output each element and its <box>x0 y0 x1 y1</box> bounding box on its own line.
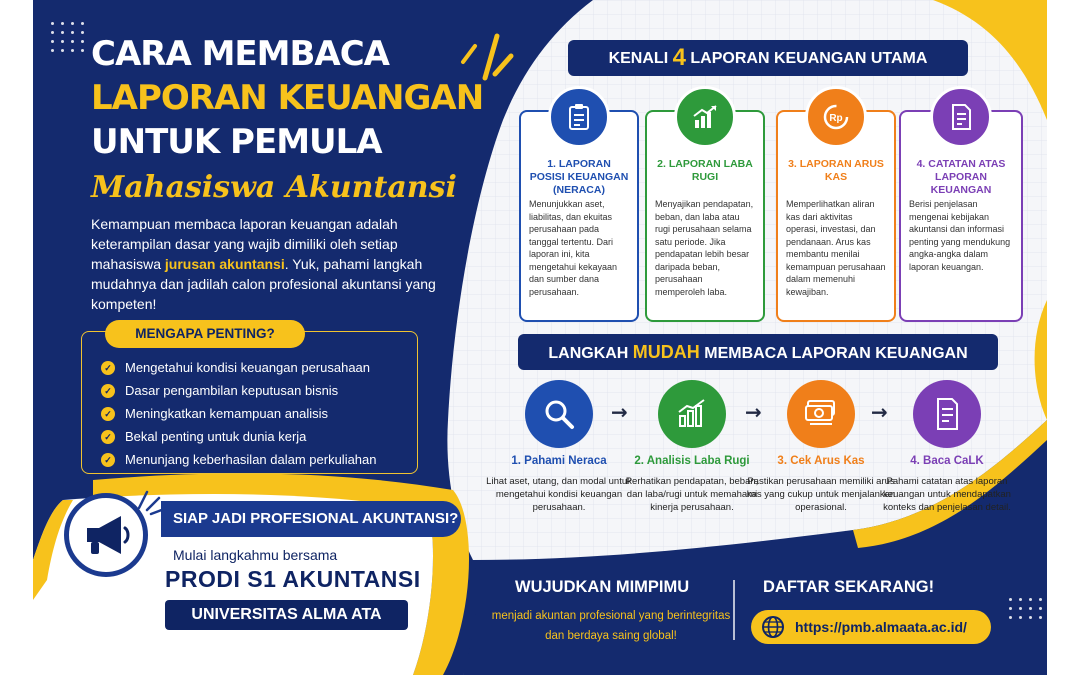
list-item-text: Menunjang keberhasilan dalam perkuliahan <box>125 452 377 467</box>
intro-text-1: Kemampuan membaca laporan keuangan adalah keterampilan dasar yang wajib dimiliki oleh setiap mahasiswa <box>91 216 398 272</box>
register-url[interactable]: https://pmb.almaata.ac.id/ <box>795 619 967 635</box>
megaphone-icon <box>64 493 148 577</box>
check-icon: ✓ <box>101 453 115 467</box>
title-line-2: LAPORAN KEUANGAN <box>91 78 484 118</box>
steps-title-post: MEMBACA LAPORAN KEUANGAN <box>699 345 968 362</box>
growth-chart-icon <box>674 86 736 148</box>
arrow-right-icon: → <box>611 400 628 424</box>
card-title: 3. LAPORAN ARUS KAS <box>788 158 884 183</box>
reports-title-post: LAPORAN KEUANGAN UTAMA <box>685 50 928 67</box>
infographic-canvas <box>33 0 1047 675</box>
card-title: 2. LAPORAN LABA RUGI <box>657 158 753 183</box>
list-item <box>101 425 401 448</box>
footer-title-left: WUJUDKAN MIMPIMU <box>515 578 690 596</box>
footer-divider <box>733 580 735 640</box>
bar-chart-icon <box>658 380 726 448</box>
step-body: Pahami catatan atas laporan keuangan untuk mendapatkan konteks dan penjelasan detail. <box>883 476 1011 513</box>
step-title: 1. Pahami Neraca <box>511 455 607 467</box>
card-body: Berisi penjelasan mengenai kebijakan akuntansi dan informasi penting yang mendukung angka-angka dalam laporan keuangan. <box>909 199 1011 272</box>
decorative-dots-bottom-right <box>1009 598 1043 619</box>
footer-subtext: menjadi akuntan profesional yang berintegritas dan berdaya saing global! <box>491 610 731 642</box>
reports-title-number: 4 <box>672 44 686 71</box>
why-important-title: MENGAPA PENTING? <box>105 320 305 348</box>
card-body: Memperlihatkan aliran kas dari aktivitas operasi, investasi, dan pendanaan. Arus kas membantu menilai kemampuan perusahaan dalam memenuhi kewajiban. <box>786 199 886 297</box>
step-title: 2. Analisis Laba Rugi <box>634 455 750 467</box>
card-title: 4. CATATAN ATAS LAPORAN KEUANGAN <box>916 158 1006 196</box>
reports-title-pre: KENALI <box>608 50 673 67</box>
list-item <box>101 402 401 425</box>
list-item <box>101 448 401 471</box>
steps-section-title <box>518 334 998 370</box>
step-body: Pastikan perusahaan memiliki arus kas yang cukup untuk menjalankan operasional. <box>746 476 896 513</box>
clipboard-icon <box>548 86 610 148</box>
intro-text-2: . Yuk, pahami langkah mudahnya dan jadilah calon profesional akuntansi yang kompeten! <box>91 256 436 312</box>
rupiah-cycle-icon <box>805 86 867 148</box>
title-line-1: CARA MEMBACA <box>91 34 389 74</box>
cta-subtext: Mulai langkahmu bersama <box>173 547 338 563</box>
list-item <box>101 356 401 379</box>
intro-highlight: jurusan akuntansi <box>164 256 285 272</box>
check-icon: ✓ <box>101 384 115 398</box>
step-body: Perhatikan pendapatan, beban, dan laba/rugi untuk memahami kinerja perusahaan. <box>625 476 759 513</box>
steps-title-pre: LANGKAH <box>548 345 633 362</box>
list-item-text: Bekal penting untuk dunia kerja <box>125 429 307 444</box>
document-icon <box>930 86 992 148</box>
svg-text:Rp: Rp <box>829 113 843 124</box>
why-important-list <box>101 356 401 471</box>
steps-title-highlight: MUDAH <box>632 342 700 362</box>
step-title: 4. Baca CaLK <box>910 455 984 467</box>
list-item-text: Dasar pengambilan keputusan bisnis <box>125 383 339 398</box>
card-body: Menunjukkan aset, liabilitas, dan ekuitas perusahaan pada tanggal tertentu. Dari laporan ini, kita mengetahui kekayaan dan sumber dana perusahaan. <box>529 199 618 297</box>
page-title <box>91 32 491 210</box>
cta-banner: SIAP JADI PROFESIONAL AKUNTANSI? <box>161 501 461 537</box>
arrow-right-icon: → <box>745 400 762 424</box>
arrow-right-icon: → <box>871 400 888 424</box>
globe-icon <box>761 615 785 639</box>
card-body: Menyajikan pendapatan, beban, dan laba atau rugi perusahaan selama satu periode. Jika pendapatan lebih besar daripada beban, perusahaan memperoleh laba. <box>655 199 754 297</box>
cta-university: UNIVERSITAS ALMA ATA <box>165 600 408 630</box>
list-item-text: Mengetahui kondisi keuangan perusahaan <box>125 360 371 375</box>
check-icon: ✓ <box>101 430 115 444</box>
check-icon: ✓ <box>101 361 115 375</box>
notes-icon <box>913 380 981 448</box>
register-link[interactable] <box>751 610 991 644</box>
magnifier-icon <box>525 380 593 448</box>
title-line-3: UNTUK PEMULA <box>91 122 382 162</box>
step-title: 3. Cek Arus Kas <box>777 455 865 467</box>
cta-program: PRODI S1 AKUNTANSI <box>165 566 421 592</box>
list-item <box>101 379 401 402</box>
intro-paragraph <box>91 214 453 314</box>
cash-icon <box>787 380 855 448</box>
card-title: 1. LAPORAN POSISI KEUANGAN (NERACA) <box>529 158 629 196</box>
list-item-text: Meningkatkan kemampuan analisis <box>125 406 329 421</box>
check-icon: ✓ <box>101 407 115 421</box>
footer-title-right: DAFTAR SEKARANG! <box>763 578 935 596</box>
step-body: Lihat aset, utang, dan modal untuk mengetahui kondisi keuangan perusahaan. <box>486 476 632 513</box>
decorative-dots-top-left <box>51 22 85 52</box>
reports-section-title <box>568 40 968 76</box>
title-subtitle: Mahasiswa Akuntansi <box>91 170 457 205</box>
